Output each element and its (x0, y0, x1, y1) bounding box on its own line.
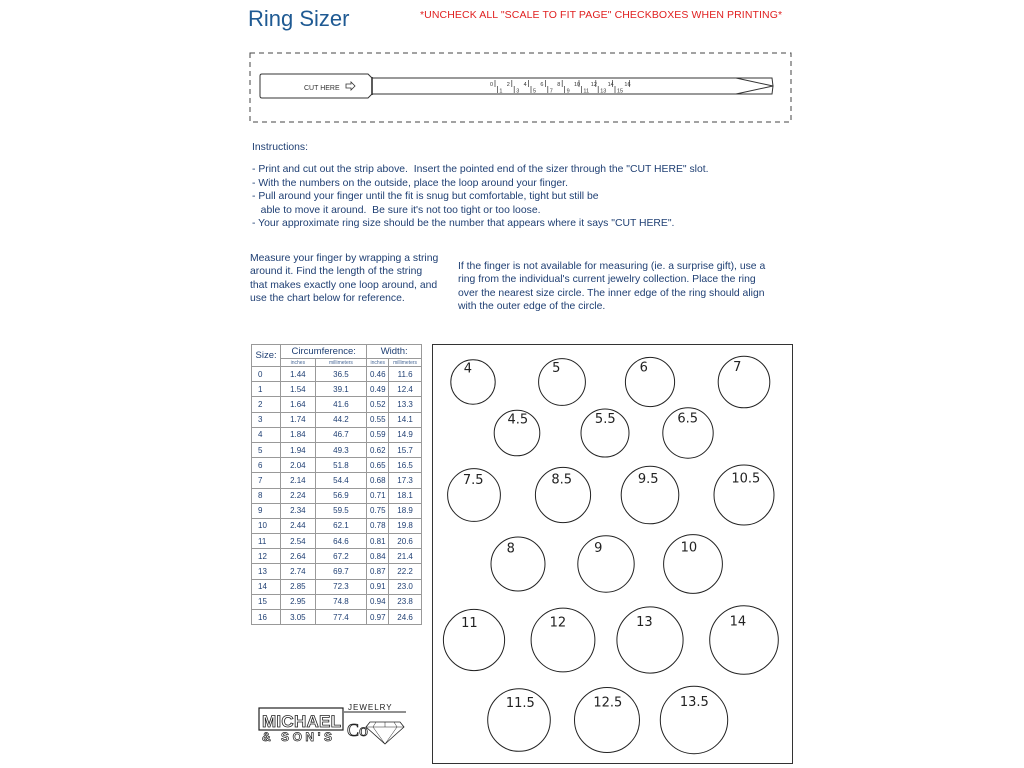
size-circle-label: 9 (594, 541, 603, 557)
table-cell: 1.84 (281, 427, 315, 442)
size-circle-label: 8 (506, 541, 515, 557)
size-circle (491, 537, 545, 591)
size-circle-label: 10 (680, 540, 698, 556)
table-cell: 15 (252, 594, 281, 609)
table-row (252, 610, 422, 625)
size-circle-label: 6 (639, 360, 648, 376)
table-cell: 0.75 (367, 503, 389, 518)
size-circle-label: 12 (549, 615, 567, 631)
size-chart-body (252, 367, 422, 625)
table-cell: 15.7 (389, 442, 422, 457)
table-cell: 0.52 (367, 397, 389, 412)
table-row (252, 442, 422, 457)
unit-inches: inches (281, 359, 315, 367)
table-cell: 2.14 (281, 473, 315, 488)
table-cell: 12 (252, 549, 281, 564)
table-row (252, 473, 422, 488)
size-chart-table (251, 344, 422, 625)
circumference-header: Circumference: (281, 345, 367, 359)
table-cell: 19.8 (389, 518, 422, 533)
table-cell: 10 (252, 518, 281, 533)
table-cell: 0.59 (367, 427, 389, 442)
instructions-heading: Instructions: (252, 142, 309, 153)
size-circle-label: 10.5 (731, 471, 761, 487)
table-row (252, 458, 422, 473)
table-cell: 41.6 (315, 397, 367, 412)
arrow-right-icon (346, 82, 355, 90)
table-cell: 0.71 (367, 488, 389, 503)
size-circles-panel (432, 344, 793, 765)
scale-number: 0 (490, 82, 494, 88)
table-cell: 2.95 (281, 594, 315, 609)
measure-finger-text: Measure your finger by wrapping a string around it. Find the length of the string that makes exactly one loop around, and use the chart below for reference. (250, 253, 439, 305)
size-circle-label: 11 (461, 616, 478, 632)
scale-number: 5 (533, 88, 537, 95)
table-row (252, 397, 422, 412)
table-cell: 54.4 (315, 473, 367, 488)
table-cell: 2.34 (281, 503, 315, 518)
logo-co: Co (347, 720, 369, 740)
table-cell: 2 (252, 397, 281, 412)
print-warning: *UNCHECK ALL "SCALE TO FIT PAGE" CHECKBOXES WHEN PRINTING* (420, 9, 783, 21)
table-cell: 3 (252, 412, 281, 427)
scale-number: 15 (617, 88, 624, 95)
table-cell: 0 (252, 367, 281, 382)
size-circles (443, 356, 778, 753)
table-cell: 2.64 (281, 549, 315, 564)
table-cell: 46.7 (315, 427, 367, 442)
table-row (252, 367, 422, 382)
table-cell: 8 (252, 488, 281, 503)
size-circle-label: 11.5 (505, 695, 535, 711)
table-cell: 11 (252, 534, 281, 549)
scale-number: 8 (557, 82, 561, 88)
table-cell: 1.64 (281, 397, 315, 412)
table-cell: 18.9 (389, 503, 422, 518)
table-cell: 49.3 (315, 442, 367, 457)
size-circle-label: 13.5 (679, 694, 709, 710)
table-cell: 14.9 (389, 427, 422, 442)
table-row (252, 594, 422, 609)
size-circle-label: 9.5 (637, 471, 659, 487)
table-cell: 12.4 (389, 382, 422, 397)
table-cell: 3.05 (281, 610, 315, 625)
table-cell: 0.81 (367, 534, 389, 549)
unit-millimeters: millimeters (389, 359, 422, 367)
scale-number: 2 (506, 82, 510, 88)
strip-scale (490, 80, 631, 95)
table-cell: 13.3 (389, 397, 422, 412)
table-cell: 24.6 (389, 610, 422, 625)
table-cell: 18.1 (389, 488, 422, 503)
table-cell: 6 (252, 458, 281, 473)
size-circle-label: 8.5 (551, 472, 573, 488)
table-cell: 67.2 (315, 549, 367, 564)
size-circle-label: 12.5 (593, 695, 623, 711)
table-cell: 5 (252, 442, 281, 457)
scale-number: 3 (516, 88, 520, 95)
table-cell: 23.8 (389, 594, 422, 609)
table-cell: 22.2 (389, 564, 422, 579)
table-cell: 62.1 (315, 518, 367, 533)
michael-sons-logo (258, 700, 408, 746)
table-row (252, 427, 422, 442)
table-row (252, 382, 422, 397)
size-circle-label: 5 (552, 361, 561, 377)
table-row (252, 579, 422, 594)
scale-number: 4 (523, 82, 527, 88)
table-cell: 0.46 (367, 367, 389, 382)
table-cell: 1.94 (281, 442, 315, 457)
table-cell: 0.78 (367, 518, 389, 533)
table-cell: 7 (252, 473, 281, 488)
table-cell: 17.3 (389, 473, 422, 488)
size-circle-label: 13 (636, 615, 653, 631)
table-cell: 16.5 (389, 458, 422, 473)
size-circle-label: 5.5 (594, 411, 616, 427)
table-cell: 11.6 (389, 367, 422, 382)
logo-jewelry: JEWELRY (348, 703, 393, 712)
page-title: Ring Sizer (248, 6, 350, 31)
table-cell: 23.0 (389, 579, 422, 594)
sizer-strip (248, 50, 794, 126)
table-cell: 21.4 (389, 549, 422, 564)
table-row (252, 534, 422, 549)
ring-comparison-text: If the finger is not available for measuring (ie. a surprise gift), use a ring from the individual's current jewelry collection. Place the ring over the nearest size circle. The inner edge of the ring should align with the outer edge of the circle. (458, 261, 766, 313)
size-circle-label: 4.5 (507, 412, 529, 428)
scale-number: 7 (549, 88, 553, 95)
table-cell: 59.5 (315, 503, 367, 518)
table-cell: 2.24 (281, 488, 315, 503)
diamond-icon (366, 722, 404, 744)
table-cell: 2.04 (281, 458, 315, 473)
table-cell: 0.84 (367, 549, 389, 564)
size-circle-label: 6.5 (677, 411, 699, 427)
table-cell: 0.94 (367, 594, 389, 609)
table-cell: 51.8 (315, 458, 367, 473)
table-row (252, 549, 422, 564)
scale-number: 10 (574, 82, 581, 88)
table-cell: 77.4 (315, 610, 367, 625)
unit-millimeters: millimeters (315, 359, 367, 367)
table-cell: 4 (252, 427, 281, 442)
table-cell: 0.68 (367, 473, 389, 488)
size-circle (451, 360, 495, 404)
table-cell: 39.1 (315, 382, 367, 397)
unit-inches: inches (367, 359, 389, 367)
table-cell: 14.1 (389, 412, 422, 427)
scale-number: 14 (607, 82, 614, 88)
instruction-item: - Pull around your finger until the fit is snug but comfortable, tight but still be able to move it around. Be sure it's not too tight or too loose. (252, 191, 599, 216)
size-circle-label: 14 (729, 614, 747, 630)
table-row (252, 412, 422, 427)
table-cell: 16 (252, 610, 281, 625)
table-cell: 64.6 (315, 534, 367, 549)
table-cell: 74.8 (315, 594, 367, 609)
strip-point (736, 78, 773, 94)
table-cell: 44.2 (315, 412, 367, 427)
size-circle (539, 359, 586, 406)
size-header: Size: (252, 345, 281, 367)
scale-number: 1 (499, 88, 503, 95)
table-cell: 2.85 (281, 579, 315, 594)
size-circle (578, 536, 634, 592)
size-circle-label: 7.5 (462, 472, 484, 488)
instruction-item: - Your approximate ring size should be the number that appears where it says "CUT HERE". (252, 218, 675, 230)
table-row (252, 564, 422, 579)
table-cell: 36.5 (315, 367, 367, 382)
table-cell: 20.6 (389, 534, 422, 549)
cut-here-label: CUT HERE (304, 85, 340, 92)
table-cell: 1.54 (281, 382, 315, 397)
table-cell: 72.3 (315, 579, 367, 594)
table-cell: 0.87 (367, 564, 389, 579)
instruction-item: - Print and cut out the strip above. Insert the pointed end of the sizer through the "CUT HERE" slot. (252, 164, 709, 176)
size-circle (625, 357, 674, 406)
table-cell: 0.49 (367, 382, 389, 397)
width-header: Width: (367, 345, 422, 359)
size-circle-label: 4 (463, 361, 472, 377)
size-circle (718, 356, 770, 408)
table-cell: 69.7 (315, 564, 367, 579)
size-circle-label: 7 (733, 360, 742, 376)
scale-number: 11 (583, 88, 590, 95)
instructions (252, 141, 772, 230)
table-cell: 14 (252, 579, 281, 594)
table-cell: 9 (252, 503, 281, 518)
table-row (252, 488, 422, 503)
table-cell: 2.74 (281, 564, 315, 579)
instruction-item: - With the numbers on the outside, place the loop around your finger. (252, 177, 568, 189)
table-cell: 0.65 (367, 458, 389, 473)
table-cell: 0.55 (367, 412, 389, 427)
table-cell: 2.54 (281, 534, 315, 549)
table-cell: 0.62 (367, 442, 389, 457)
logo-sub: & SON'S (262, 730, 332, 744)
scale-number: 12 (590, 82, 597, 88)
table-cell: 1.74 (281, 412, 315, 427)
table-row (252, 518, 422, 533)
logo-name: MICHAEL (262, 712, 341, 731)
table-cell: 1 (252, 382, 281, 397)
table-cell: 13 (252, 564, 281, 579)
table-row (252, 503, 422, 518)
table-cell: 0.97 (367, 610, 389, 625)
scale-number: 9 (566, 88, 570, 95)
table-cell: 2.44 (281, 518, 315, 533)
scale-number: 16 (624, 82, 631, 88)
table-cell: 1.44 (281, 367, 315, 382)
table-cell: 0.91 (367, 579, 389, 594)
scale-number: 13 (600, 88, 607, 95)
scale-number: 6 (540, 82, 544, 88)
table-cell: 56.9 (315, 488, 367, 503)
